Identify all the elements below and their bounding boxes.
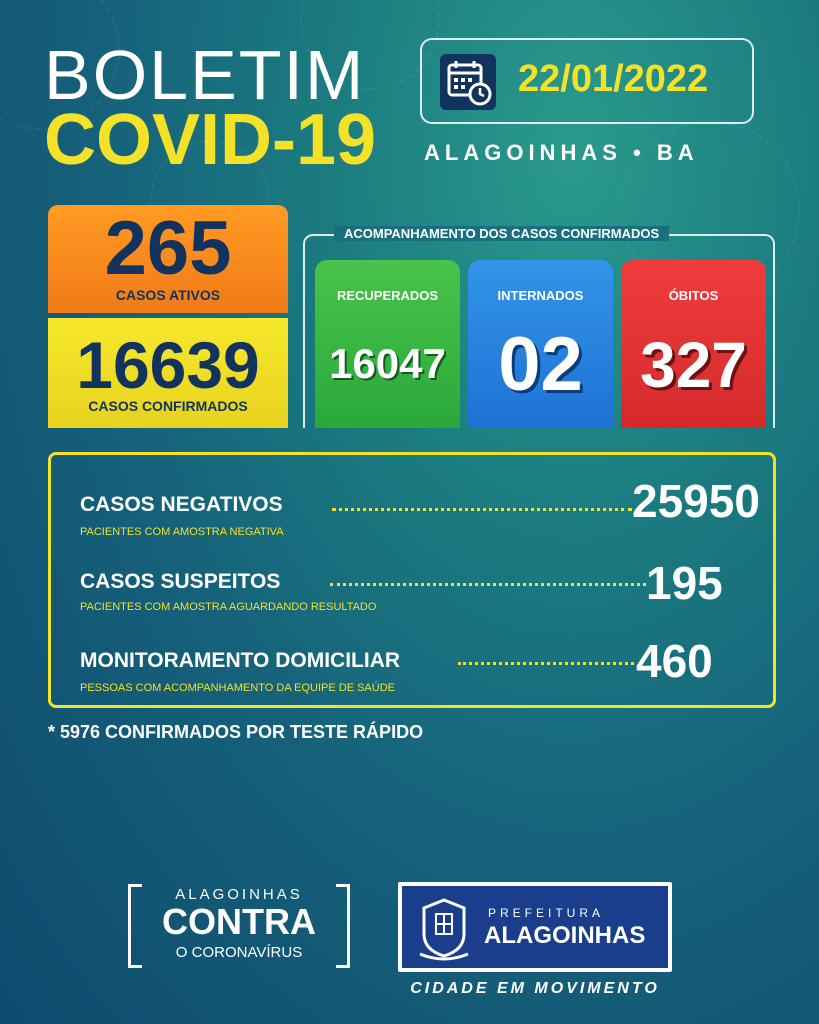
- title-boletim: BOLETIM: [44, 36, 366, 114]
- confirmed-cases-value: 16639: [76, 328, 260, 402]
- home-monitoring-sub: PESSOAS COM ACOMPANHAMENTO DA EQUIPE DE SAÚDE: [80, 682, 395, 694]
- bulletin-date: 22/01/2022: [518, 58, 709, 100]
- location: ALAGOINHAS • BA: [424, 140, 699, 165]
- campaign-line1: ALAGOINHAS: [175, 886, 303, 903]
- calendar-clock-icon: [440, 54, 496, 110]
- deaths-card: [621, 260, 766, 428]
- negative-cases-sub: PACIENTES COM AMOSTRA NEGATIVA: [80, 526, 284, 538]
- suspected-cases-label: CASOS SUSPEITOS: [80, 570, 281, 593]
- prefeitura-line1: PREFEITURA: [488, 906, 605, 920]
- suspected-cases-value: 195: [646, 557, 723, 609]
- confirmed-cases-label: CASOS CONFIRMADOS: [88, 398, 248, 414]
- recovered-label: RECUPERADOS: [336, 288, 439, 303]
- campaign-line2: CONTRA: [162, 901, 316, 942]
- deaths-label: ÓBITOS: [668, 288, 719, 303]
- recovered-card: [315, 260, 460, 428]
- prefeitura-logo: [398, 882, 672, 972]
- deaths-value: 327: [640, 329, 747, 401]
- city-crest-icon: [416, 894, 472, 962]
- dotted-leader: [330, 583, 646, 586]
- dotted-leader: [458, 662, 634, 665]
- hospitalized-card: [468, 260, 613, 428]
- hospitalized-value: 02: [498, 322, 583, 407]
- follow-up-title: ACOMPANHAMENTO DOS CASOS CONFIRMADOS: [334, 226, 669, 241]
- home-monitoring-label: MONITORAMENTO DOMICILIAR: [80, 649, 401, 672]
- prefeitura-logo-inner: [402, 886, 668, 968]
- campaign-line3: O CORONAVÍRUS: [175, 944, 303, 961]
- active-cases-label: CASOS ATIVOS: [115, 287, 221, 303]
- active-cases-card: [48, 205, 288, 313]
- rapid-test-note: * 5976 CONFIRMADOS POR TESTE RÁPIDO: [48, 722, 424, 742]
- hospitalized-label: INTERNADOS: [497, 288, 584, 303]
- negative-cases-value: 25950: [632, 475, 760, 527]
- negative-cases-label: CASOS NEGATIVOS: [80, 493, 283, 516]
- campaign-logo: [128, 884, 350, 968]
- active-cases-value: 265: [104, 206, 232, 291]
- prefeitura-line2: ALAGOINHAS: [484, 922, 646, 949]
- recovered-value: 16047: [329, 340, 446, 387]
- suspected-cases-sub: PACIENTES COM AMOSTRA AGUARDANDO RESULTADO: [80, 601, 377, 613]
- confirmed-cases-card: [48, 318, 288, 428]
- home-monitoring-value: 460: [636, 635, 713, 687]
- title-covid: COVID-19: [44, 100, 377, 180]
- dotted-leader: [332, 508, 632, 511]
- city-tagline: CIDADE EM MOVIMENTO: [410, 980, 660, 997]
- date-box: [420, 38, 754, 124]
